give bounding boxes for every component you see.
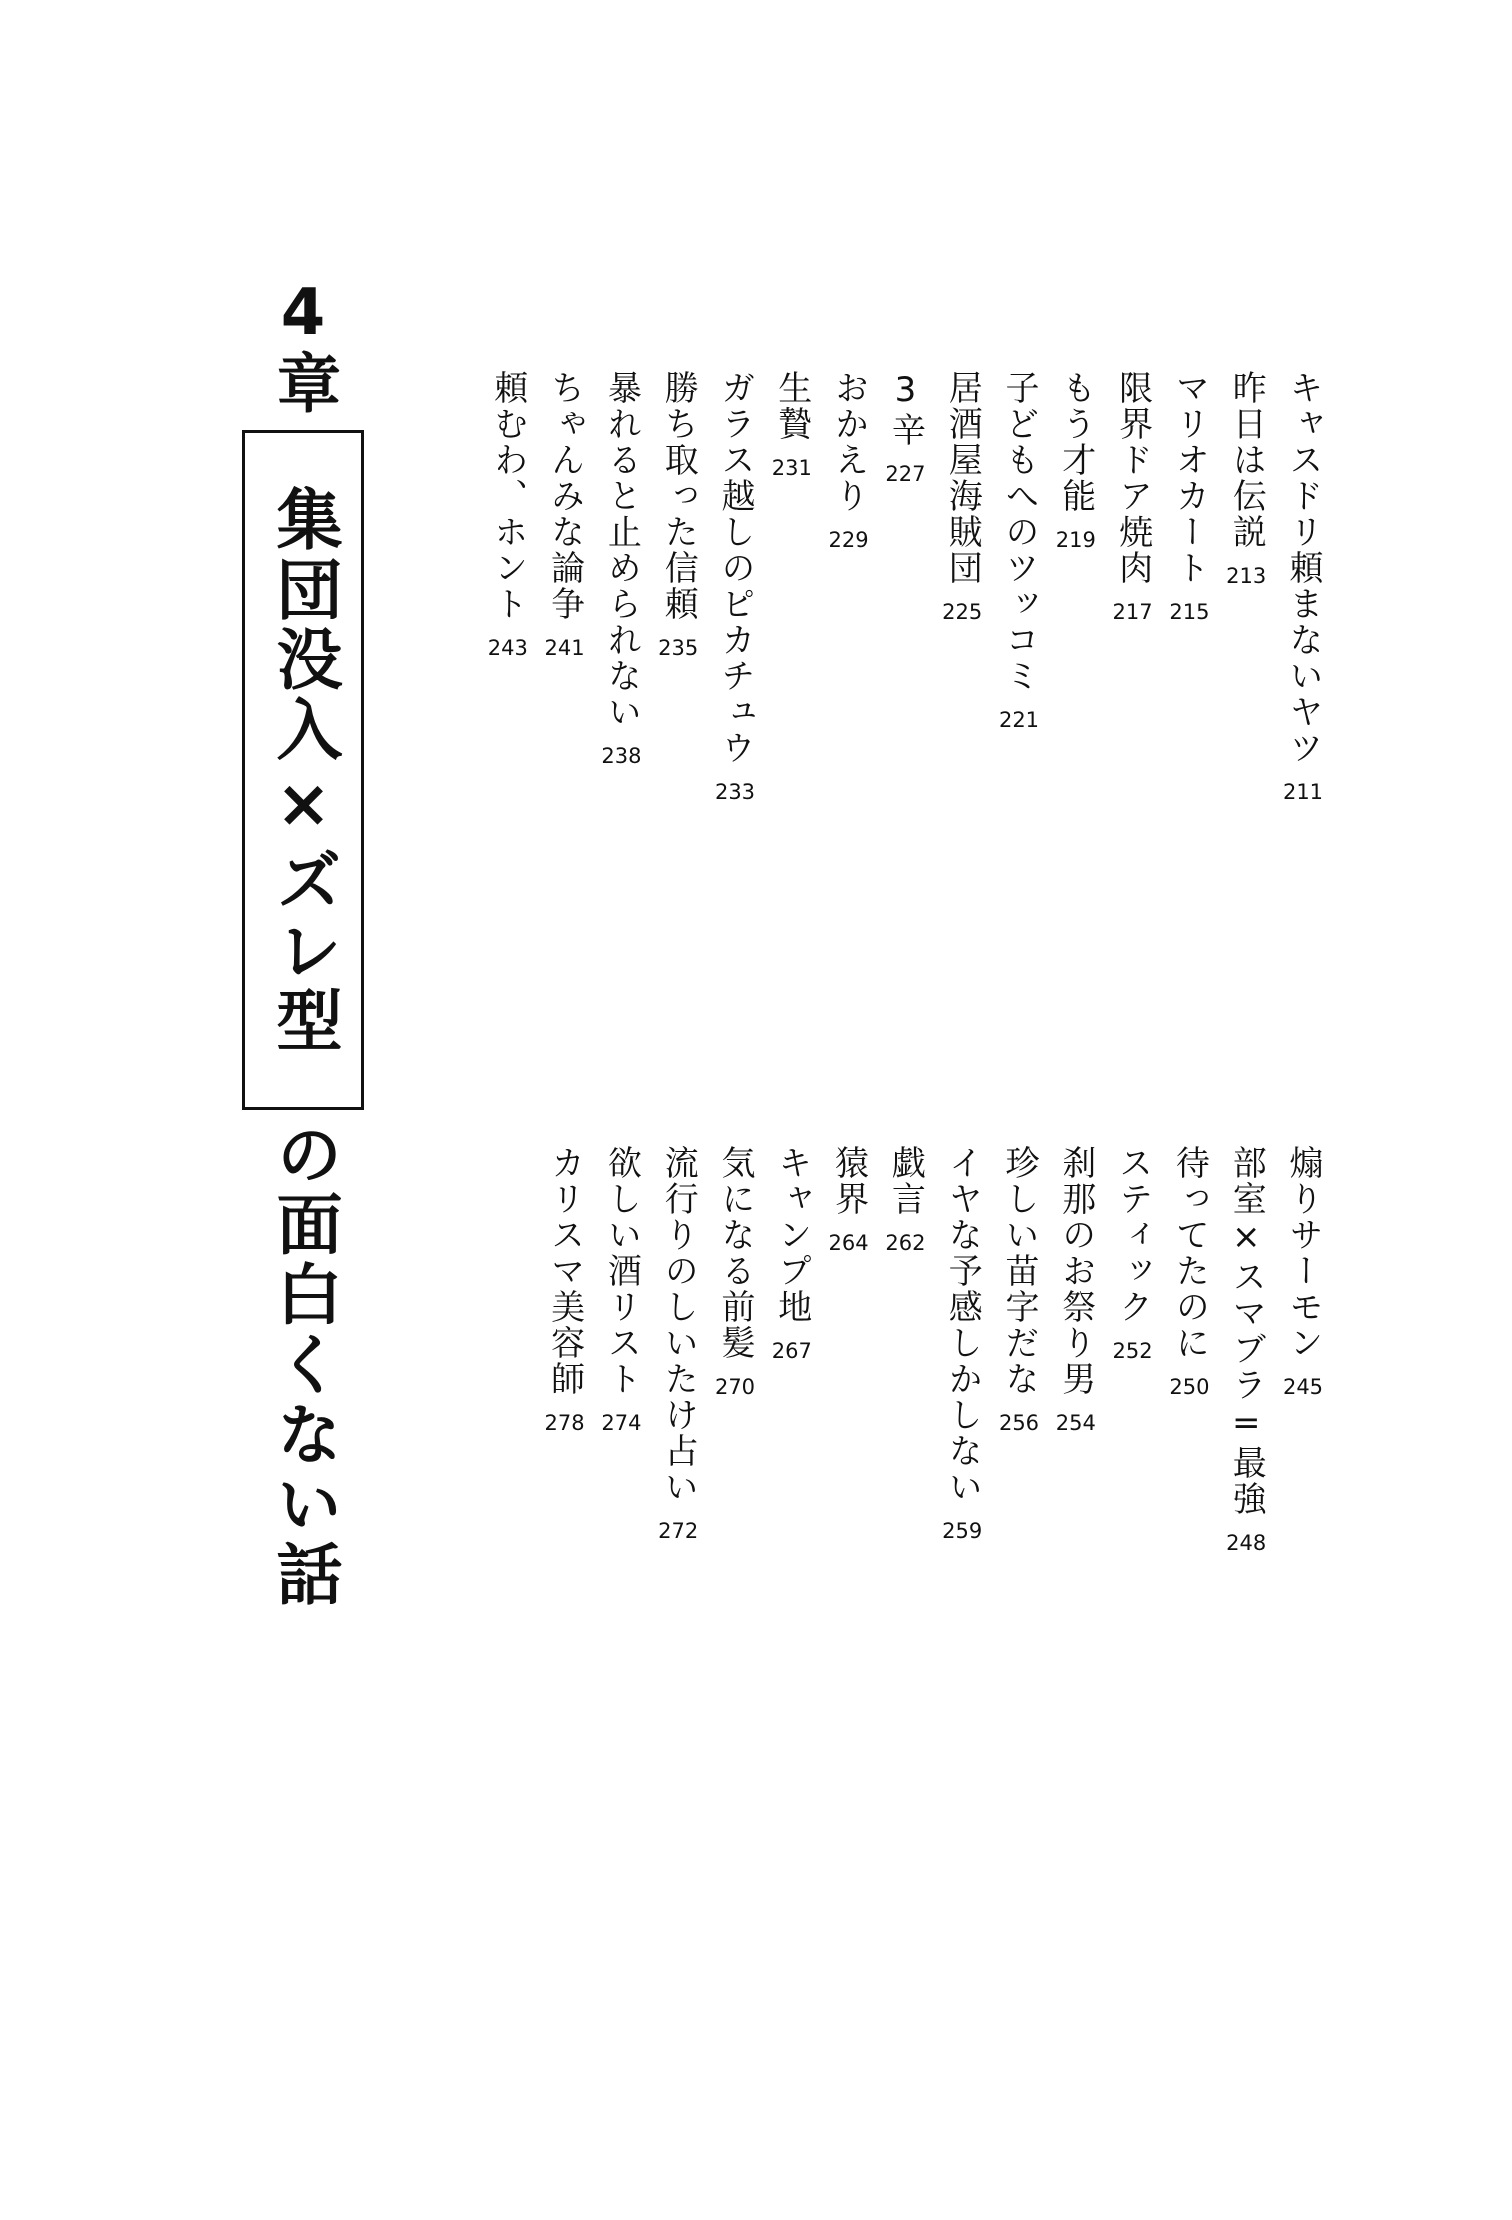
toc-item-title: 居酒屋海賊団 <box>942 370 983 586</box>
toc-item-page: 217 <box>1112 600 1153 624</box>
toc-item-title: ちゃんみな論争 <box>544 370 585 622</box>
toc-item <box>593 370 649 768</box>
toc-item-page: 233 <box>714 780 756 804</box>
chapter-title-rest: の面白くない話 <box>265 1120 342 1610</box>
toc-item <box>821 370 877 552</box>
toc-item-title: 昨日は伝説 <box>1226 370 1267 550</box>
toc-item-title: 部室×スマブラ=最強 <box>1226 1145 1267 1517</box>
toc-item-page: 227 <box>885 462 926 486</box>
toc-item <box>1275 1145 1331 1399</box>
toc-item-page: 245 <box>1282 1375 1324 1399</box>
toc-item-title: キャンプ地 <box>771 1145 812 1325</box>
toc-item-title: カリスマ美容師 <box>544 1145 585 1397</box>
toc-item-title: 限界ドア焼肉 <box>1112 370 1153 586</box>
toc-item-page: 243 <box>487 636 528 660</box>
toc-item-page: 264 <box>828 1231 869 1255</box>
toc-item <box>991 370 1047 732</box>
toc-item-title: マリオカート <box>1169 370 1210 586</box>
toc-item <box>1105 370 1161 624</box>
toc-item <box>707 370 763 804</box>
toc-item-page: 211 <box>1282 780 1324 804</box>
toc-item-page: 231 <box>771 456 812 480</box>
toc-item-title: 生贄 <box>771 370 812 442</box>
chapter-title-boxed: 集団没入×ズレ型 <box>265 484 342 1056</box>
toc-item-page: 248 <box>1226 1531 1267 1555</box>
toc-item-title: 待ってたのに <box>1169 1145 1210 1361</box>
toc-item <box>1105 1145 1161 1363</box>
toc-item <box>650 1145 706 1543</box>
toc-item-title: スティック <box>1112 1145 1153 1325</box>
toc-item-title: 猿界 <box>828 1145 869 1217</box>
toc-item-page: 238 <box>601 744 642 768</box>
toc-item <box>764 1145 820 1363</box>
toc-item-page: 229 <box>828 528 869 552</box>
toc-item-title: 暴れると止められない <box>601 370 642 730</box>
chapter-number: 4章 <box>266 276 340 414</box>
toc-item <box>877 1145 933 1255</box>
toc-item <box>650 370 706 660</box>
toc-item-page: 272 <box>658 1519 699 1543</box>
toc-item <box>593 1145 649 1435</box>
toc-item <box>991 1145 1047 1435</box>
toc-item-title: 3辛 <box>885 370 926 448</box>
toc-item-page: 259 <box>942 1519 983 1543</box>
toc-item <box>1048 1145 1104 1435</box>
toc-item-title: 気になる前髪 <box>715 1145 755 1361</box>
toc-item <box>764 370 820 480</box>
toc-item-page: 274 <box>601 1411 642 1435</box>
toc-item-page: 215 <box>1169 600 1210 624</box>
toc-item-title: 子どもへのツッコミ <box>999 370 1039 694</box>
toc-item-page: 235 <box>658 636 699 660</box>
toc-item-title: おかえり <box>828 370 869 514</box>
toc-item <box>934 1145 990 1543</box>
chapter-title-box <box>242 430 364 1110</box>
toc-item <box>1161 370 1217 624</box>
toc-item <box>1161 1145 1217 1399</box>
toc-item-page: 256 <box>998 1411 1040 1435</box>
toc-item <box>1048 370 1104 552</box>
chapter-heading <box>238 270 368 1630</box>
toc-item-page: 270 <box>714 1375 756 1399</box>
toc-item-title: ガラス越しのピカチュウ <box>715 370 755 766</box>
toc-item-page: 254 <box>1055 1411 1096 1435</box>
toc-item-page: 267 <box>771 1339 812 1363</box>
toc-item <box>877 370 933 486</box>
toc-item-title: 流行りのしいたけ占い <box>658 1145 699 1505</box>
toc-item-title: 頼むわ、ホント <box>487 370 528 622</box>
toc-item <box>537 370 593 660</box>
toc-item-page: 250 <box>1169 1375 1210 1399</box>
toc-item-title: もう才能 <box>1055 370 1096 514</box>
toc-item-title: 勝ち取った信頼 <box>658 370 699 622</box>
toc-item-title: 珍しい苗字だな <box>999 1145 1039 1397</box>
toc-item-title: 戯言 <box>885 1145 926 1217</box>
toc-item-title: 煽りサーモン <box>1283 1145 1323 1361</box>
toc-item-page: 221 <box>998 708 1040 732</box>
toc-item-page: 213 <box>1226 564 1267 588</box>
toc-item <box>1218 370 1274 588</box>
toc-item-page: 219 <box>1055 528 1096 552</box>
toc-item-page: 225 <box>942 600 983 624</box>
toc-item <box>934 370 990 624</box>
toc-item <box>1275 370 1331 804</box>
toc-item-page: 252 <box>1112 1339 1153 1363</box>
toc-item-title: 欲しい酒リスト <box>601 1145 642 1397</box>
toc-item <box>480 370 536 660</box>
toc-item-title: イヤな予感しかしない <box>942 1145 983 1505</box>
toc-item-page: 241 <box>544 636 585 660</box>
toc-item <box>821 1145 877 1255</box>
toc-item-page: 278 <box>544 1411 585 1435</box>
toc-item <box>707 1145 763 1399</box>
toc-item-title: キャスドリ頼まないヤツ <box>1283 370 1323 766</box>
toc-item <box>1218 1145 1274 1555</box>
toc-item-title: 刹那のお祭り男 <box>1055 1145 1096 1397</box>
toc-item <box>537 1145 593 1435</box>
toc-item-page: 262 <box>885 1231 926 1255</box>
